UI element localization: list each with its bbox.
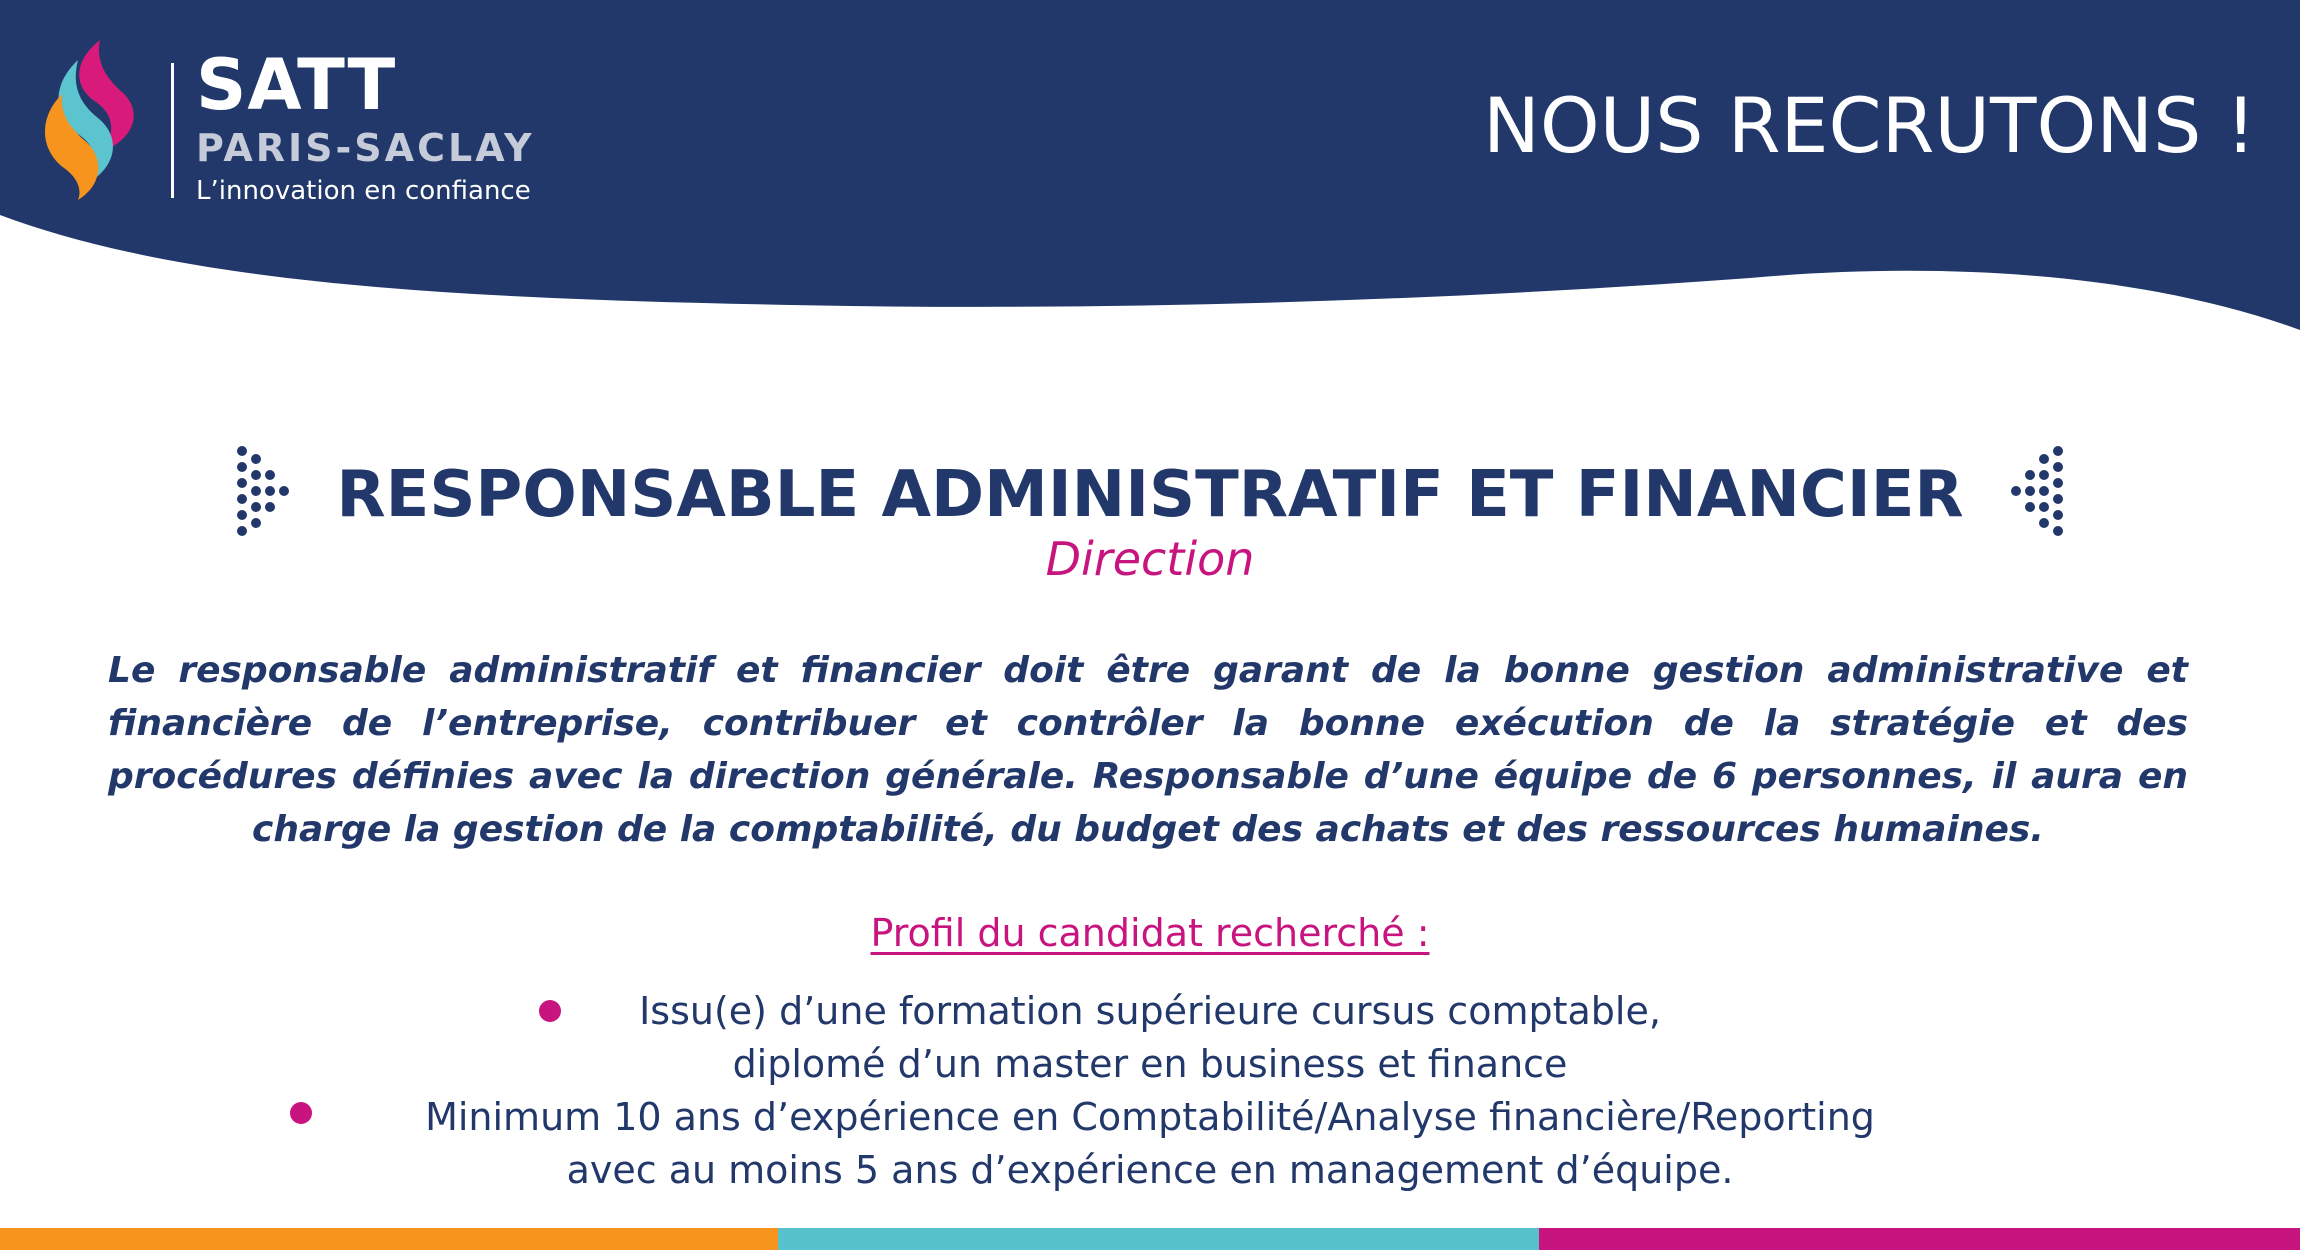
chevron-left-dots-icon <box>2006 445 2064 545</box>
job-department: Direction <box>1045 532 1255 586</box>
logo-divider <box>171 63 174 198</box>
list-item <box>0 1091 2300 1197</box>
footer-segment-pink <box>1539 1228 2300 1250</box>
satt-logo-icon <box>38 40 150 200</box>
requirements-list <box>0 985 2300 1197</box>
bullet-dot-icon <box>290 1102 312 1124</box>
requirement-line: Minimum 10 ans d’expérience en Comptabilité/Analyse financière/Reporting <box>425 1095 1875 1139</box>
requirement-line: Issu(e) d’une formation supérieure cursus comptable, <box>639 989 1661 1033</box>
footer-segment-teal <box>778 1228 1539 1250</box>
profile-title: Profil du candidat recherché : <box>870 911 1430 955</box>
brand-tagline: L’innovation en confiance <box>196 176 531 206</box>
chevron-right-dots-icon <box>236 445 294 545</box>
footer-color-bar <box>0 1228 2300 1250</box>
job-title-row <box>0 445 2300 545</box>
brand-subtitle: PARIS-SACLAY <box>196 126 535 170</box>
list-item <box>0 985 2300 1091</box>
footer-segment-orange <box>0 1228 778 1250</box>
requirement-line: diplomé d’un master en business et finance <box>732 1042 1568 1086</box>
brand-name: SATT <box>196 44 397 126</box>
bullet-dot-icon <box>539 1000 561 1022</box>
job-title: RESPONSABLE ADMINISTRATIF ET FINANCIER <box>336 458 1964 532</box>
requirement-line: avec au moins 5 ans d’expérience en management d’équipe. <box>566 1148 1734 1192</box>
job-description: Le responsable administratif et financier doit être garant de la bonne gestion administrative et financière de l’entreprise, contribuer et contrôler la bonne exécution de la stratégie et des procédures définies avec la direction générale. Responsable d’une équipe de 6 personnes, il aura en charge la gestion de la comptabilité, du budget des achats et des ressources humaines. <box>108 650 2188 850</box>
header-headline: NOUS RECRUTONS ! <box>1483 81 2256 170</box>
